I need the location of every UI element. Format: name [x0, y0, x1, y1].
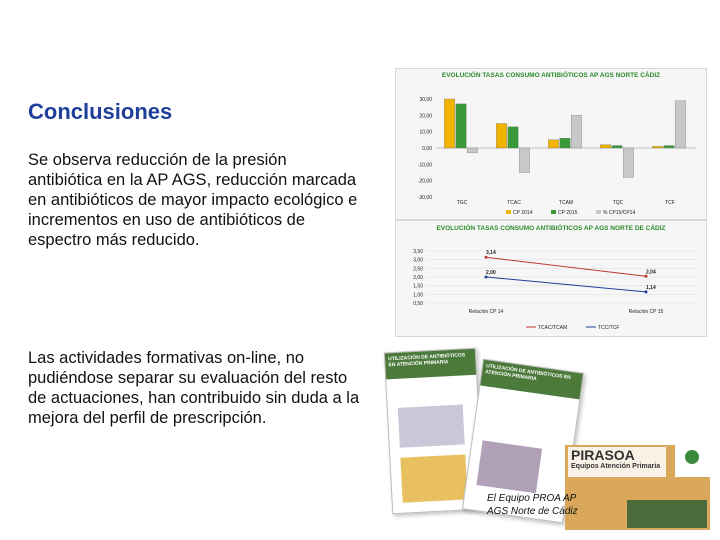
slide-title: Conclusiones — [28, 99, 173, 124]
logo-subtext: Equipos Atención Primaria — [571, 463, 661, 470]
bar-chart-ytick: 20,00 — [419, 113, 432, 120]
line-chart-category-label: Relación CP 14 — [468, 309, 504, 315]
bar-chart-bar — [496, 124, 506, 149]
caption-line-1: El Equipo PROA AP — [487, 493, 577, 504]
bar-chart-bar — [444, 99, 454, 148]
line-chart-ytick: 2,00 — [413, 275, 423, 281]
line-chart-legend-label: TCC/TCF — [598, 325, 620, 331]
seal-icon — [685, 450, 699, 464]
bar-chart-bar — [456, 104, 466, 148]
bar-chart-legend-label: CP 2015 — [558, 210, 578, 216]
bar-chart-ytick: -30,00 — [417, 195, 432, 201]
bar-chart-image — [395, 68, 707, 220]
bar-chart-bar — [560, 138, 570, 148]
bacteria-image — [400, 454, 467, 502]
line-chart-series-line — [486, 277, 646, 292]
document-header-1: UTILIZACIÓN DE ANTIBIÓTICOS EN ATENCIÓN PRIMARIA — [385, 349, 476, 380]
microscope-image — [398, 404, 465, 447]
bar-chart-legend-swatch — [596, 210, 601, 214]
line-chart-legend-label: TCAC/TCAM — [538, 325, 568, 331]
team-caption — [487, 492, 578, 518]
bar-chart-bar — [623, 148, 633, 177]
line-chart-data-label: 3,14 — [486, 250, 496, 257]
cells-image — [476, 440, 542, 493]
line-chart-data-label: 2,00 — [486, 270, 496, 276]
bar-chart-legend-swatch — [551, 210, 556, 214]
conclusion-paragraph-1: Se observa reducción de la presión antibiótica en la AP AGS, reducción marcada en antibióticos de mayor impacto ecológico e incrementos en uso de antibióticos de espectro más reducido. — [28, 151, 358, 249]
bar-chart-bar — [664, 146, 674, 148]
logo-footer-band — [627, 500, 707, 528]
line-chart-ytick: 3,50 — [413, 249, 423, 255]
bar-chart-legend-swatch — [506, 210, 511, 214]
bar-chart-bar — [571, 115, 581, 148]
bar-chart-category-label: TCAC — [507, 200, 521, 206]
junta-logo-icon — [675, 445, 710, 477]
bar-chart-category-label: TGC — [456, 200, 468, 206]
bar-chart-ytick: 0,00 — [422, 146, 432, 152]
bar-chart-category-label: TCAM — [558, 200, 574, 206]
bar-chart-bar — [508, 127, 518, 148]
bar-chart-category-label: TQC — [612, 200, 624, 206]
line-chart-ytick: 1,50 — [413, 283, 423, 290]
line-chart-data-label: 2,04 — [646, 269, 656, 276]
bar-chart-title: EVOLUCIÓN TASAS CONSUMO ANTIBIÓTICOS AP AGS NORTE CÁDIZ — [441, 72, 661, 79]
bar-chart-bar — [519, 148, 529, 173]
bar-chart-ytick: -20,00 — [417, 178, 432, 185]
line-chart-ytick: 0,50 — [413, 301, 423, 307]
bar-chart-legend-label: % CP15/CP14 — [603, 210, 636, 216]
line-chart-ytick: 3,00 — [413, 257, 423, 264]
bar-chart-ytick: -10,00 — [417, 162, 432, 169]
bar-chart-svg — [396, 69, 706, 219]
bar-chart-bar — [467, 148, 477, 153]
line-chart-category-label: Relación CP 15 — [628, 309, 664, 315]
conclusion-paragraph-2: Las actividades formativas on-line, no pudiéndose separar su evaluación del resto de actuaciones, han contribuido sin duda a la mejora del perfil de prescripción. — [28, 349, 360, 427]
bar-chart-ytick: 10,00 — [419, 129, 432, 136]
line-chart-svg — [396, 221, 706, 336]
line-chart-ytick: 1,00 — [413, 292, 423, 299]
logo-text: PIRASOA — [571, 447, 635, 463]
line-chart-data-label: 1,14 — [646, 284, 656, 291]
line-chart-series-line — [486, 257, 646, 276]
bar-chart-ytick: 30,00 — [419, 97, 432, 103]
line-chart-image — [395, 220, 707, 337]
line-chart-title: EVOLUCIÓN TASAS CONSUMO ANTIBIÓTICOS AP AGS NORTE DE CÁDIZ — [436, 225, 666, 232]
bar-chart-bar — [612, 146, 622, 148]
line-chart-ytick: 2,50 — [413, 266, 423, 273]
bar-chart-bar — [600, 145, 610, 148]
bar-chart-bar — [675, 101, 685, 148]
bar-chart-category-label: TCF — [665, 200, 675, 206]
document-header-2: UTILIZACIÓN DE ANTIBIÓTICOS EN ATENCIÓN PRIMARIA — [480, 360, 583, 400]
caption-line-2: AGS Norte de Cádiz — [487, 506, 578, 517]
bar-chart-bar — [652, 146, 662, 148]
pirasoa-logo-image — [565, 445, 710, 530]
bar-chart-legend-label: CP 2014 — [513, 210, 533, 216]
bar-chart-bar — [548, 140, 558, 148]
